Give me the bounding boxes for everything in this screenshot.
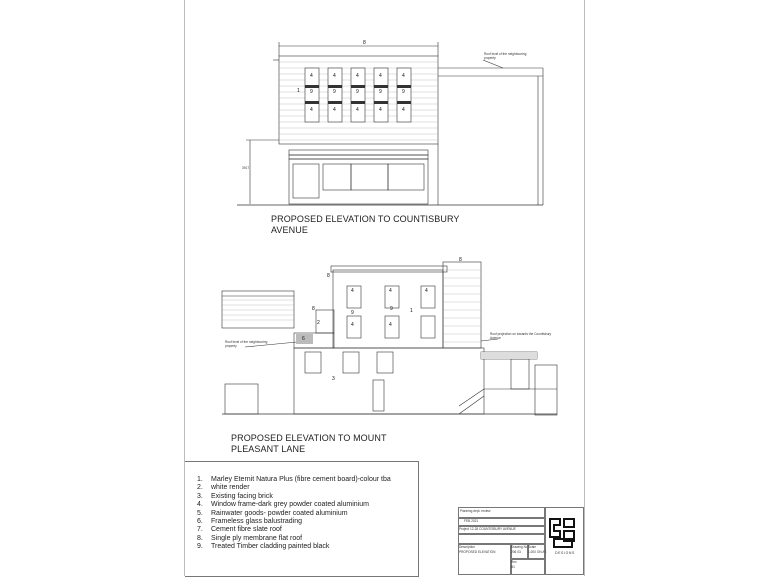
date-value: FEB 2021 xyxy=(464,519,479,523)
drawing-sheet xyxy=(184,0,585,576)
tag-upper-win: 4 xyxy=(351,322,354,328)
win-tag-mid-2: 9 xyxy=(333,89,336,95)
title-block xyxy=(458,507,582,575)
win-tag-bot-2: 4 xyxy=(333,107,336,113)
win-tag-top-5: 4 xyxy=(402,73,405,79)
drawing-no-label: Drawing No xyxy=(511,545,528,549)
win-tag-mid-3: 9 xyxy=(356,89,359,95)
scale-label: Scale xyxy=(528,545,536,549)
elevation1-title-line1: PROPOSED ELEVATION TO COUNTISBURY xyxy=(271,214,460,224)
tag-roof-left: 8 xyxy=(327,273,330,279)
tag-win-a: 4 xyxy=(351,288,354,294)
win-tag-bot-4: 4 xyxy=(379,107,382,113)
legend-item: 8. Single ply membrane flat roof xyxy=(197,534,303,542)
tag-slate: 6 xyxy=(302,336,305,342)
tag-cladding: 1 xyxy=(410,308,413,314)
win-tag-top-3: 4 xyxy=(356,73,359,79)
win-tag-top-1: 4 xyxy=(310,73,313,79)
neighbour-note-1: Roof level of the neighbouring property xyxy=(484,52,527,60)
legend-list xyxy=(197,476,391,552)
legend-item: 7. Cement fibre slate roof xyxy=(197,526,282,534)
tag-lower-win: 4 xyxy=(389,322,392,328)
win-tag-bot-1: 4 xyxy=(310,107,313,113)
project-label: Project xyxy=(459,527,469,531)
win-tag-top-4: 4 xyxy=(379,73,382,79)
tag-brick: 3 xyxy=(332,376,335,382)
tag-side: 1 xyxy=(297,88,300,94)
dim-tag-roof: 8 xyxy=(363,40,366,46)
dim-height: 3917 xyxy=(242,166,250,170)
tag-mid-a: 9 xyxy=(351,310,354,316)
drawing-no-value: 206 03 xyxy=(511,550,521,554)
company-logo xyxy=(544,513,582,553)
legend-item: 2. white render xyxy=(197,484,250,492)
logo-text: DESIGNS xyxy=(555,551,575,555)
tag-win-b: 4 xyxy=(389,288,392,294)
planning-label: Planning dept. review xyxy=(460,509,491,513)
win-tag-bot-3: 4 xyxy=(356,107,359,113)
scale-value: 1:200 ON A3 xyxy=(528,550,547,554)
win-tag-bot-5: 4 xyxy=(402,107,405,113)
neighbour-note-2: Roof level of the neighbouring property xyxy=(225,340,268,348)
win-tag-mid-5: 9 xyxy=(402,89,405,95)
legend-item: 5. Rainwater goods- powder coated aluminium xyxy=(197,509,348,517)
legend-item: 3. Existing facing brick xyxy=(197,492,273,500)
description-value: PROPOSED ELEVATION xyxy=(459,550,496,554)
elevation1-title-line2: AVENUE xyxy=(271,225,308,235)
materials-legend xyxy=(185,461,419,577)
rev-value: B1 xyxy=(511,565,515,569)
win-tag-mid-4: 9 xyxy=(379,89,382,95)
legend-item: 6. Frameless glass balustrading xyxy=(197,518,303,526)
project-value: 12-28 COUNTISBURY AVENUE xyxy=(470,527,516,531)
legend-item: 4. Window frame-dark grey powder coated aluminium xyxy=(197,501,369,509)
win-tag-mid-1: 9 xyxy=(310,89,313,95)
legend-item: 9. Treated Timber cladding painted black xyxy=(197,543,330,551)
legend-item: 1. Marley Eternit Natura Plus (fibre cement board)-colour tba xyxy=(197,476,391,483)
tag-roof-left-2: 8 xyxy=(312,306,315,312)
rev-label: Rev xyxy=(511,560,517,564)
tag-mid-b: 9 xyxy=(390,306,393,312)
description-label: Description xyxy=(459,545,475,549)
tag-top: 8 xyxy=(459,257,462,263)
tag-win-c: 4 xyxy=(425,288,428,294)
roof-projection-note: Roof projection on towards the Countisbury Avenue xyxy=(490,332,552,340)
elevation2-title-line1: PROPOSED ELEVATION TO MOUNT xyxy=(231,433,387,443)
tag-render: 2 xyxy=(317,320,320,326)
win-tag-top-2: 4 xyxy=(333,73,336,79)
elevation2-title-line2: PLEASANT LANE xyxy=(231,444,306,454)
